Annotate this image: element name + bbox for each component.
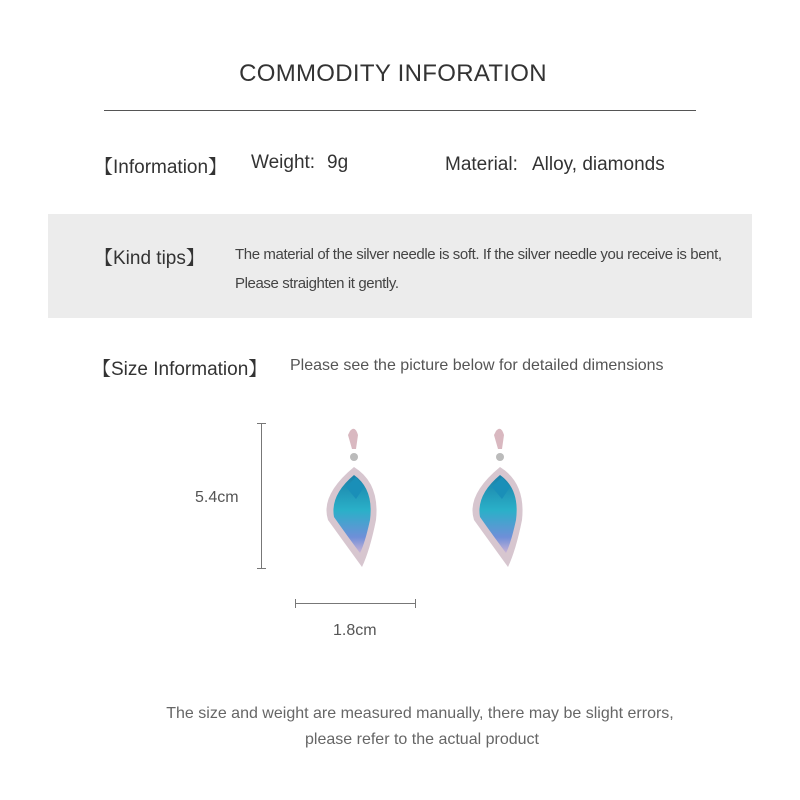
height-value: 5.4cm [195,489,239,506]
width-dimension-cap [415,599,416,608]
width-dimension-cap [295,599,296,608]
material-label: Material: [445,154,518,175]
height-dimension-line [261,423,262,569]
earring-left [326,429,376,567]
width-dimension-line [295,603,416,604]
page-title: COMMODITY INFORATION [239,60,547,87]
kind-tips-line1: The material of the silver needle is soft. If the silver needle you receive is bent, [235,246,722,263]
kind-tips-line2: Please straighten it gently. [235,275,399,292]
height-dimension-cap [257,568,266,569]
weight-value: 9g [327,152,349,173]
earring-right [472,429,522,567]
material-value: Alloy, diamonds [532,154,665,175]
weight-label: Weight: [251,152,316,173]
footer-line2: please refer to the actual product [305,731,539,748]
footer-line1: The size and weight are measured manually, there may be slight errors, [166,705,674,722]
height-dimension-cap [257,423,266,424]
size-information-text: Please see the picture below for detailed dimensions [290,357,664,374]
information-label: 【Information】 [94,157,228,178]
kind-tips-label: 【Kind tips】 [94,248,205,269]
size-information-label: 【Size Information】 [92,359,268,380]
width-value: 1.8cm [333,622,377,639]
earrings-image [300,425,540,575]
divider [104,110,696,111]
